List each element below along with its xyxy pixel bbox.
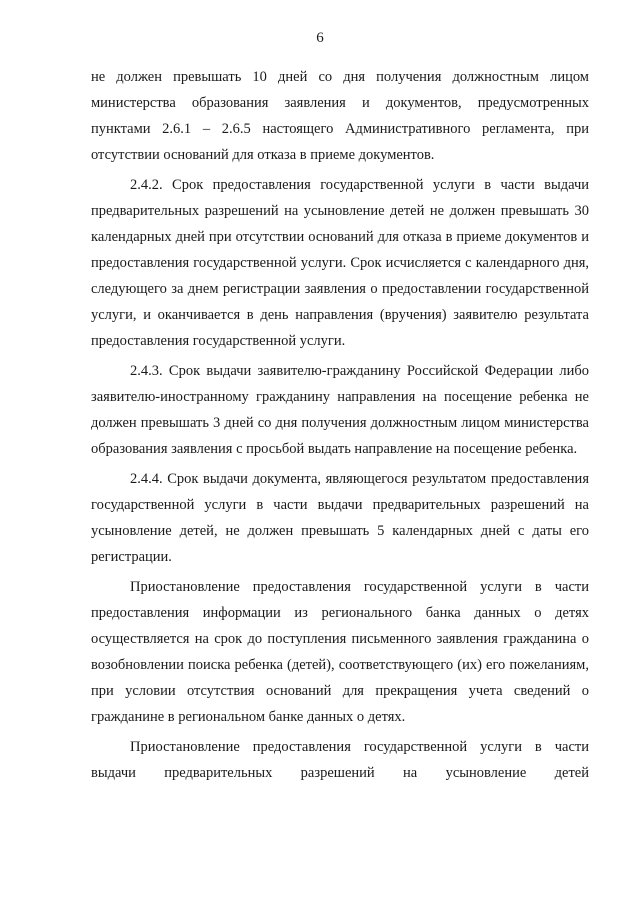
paragraph-continuation: не должен превышать 10 дней со дня получения должностным лицом министерства образования заявления и документов, предусмотренных пунктами 2.6.1 – 2.6.5 настоящего Административного регламента, при отсутствии оснований для отказа в приеме документов. — [91, 69, 589, 163]
paragraph-2-4-3: 2.4.3. Срок выдачи заявителю-гражданину Российской Федерации либо заявителю-иностранному гражданину направления на посещение ребенка не должен превышать 3 дней со дня получения должностным лицом министерства образования заявления с просьбой выдать направление на посещение ребенка. — [91, 363, 589, 457]
page-number: 6 — [316, 30, 324, 46]
paragraph-suspension-permits: Приостановление предоставления государственной услуги в части выдачи предварительных разрешений на усыновление детей — [91, 739, 589, 781]
paragraph-2-4-4: 2.4.4. Срок выдачи документа, являющегося результатом предоставления государственной услуги в части выдачи предварительных разрешений на усыновление детей, не должен превышать 5 календарных дней с даты его регистрации. — [91, 471, 589, 565]
document-body — [91, 64, 589, 788]
paragraph-suspension-info: Приостановление предоставления государственной услуги в части предоставления информации из регионального банка данных о детях осуществляется на срок до поступления письменного заявления гражданина о возобновлении поиска ребенка (детей), соответствующего (их) его пожеланиям, при условии отсутствия оснований для прекращения учета сведений о гражданине в региональном банке данных о детях. — [91, 579, 589, 725]
paragraph-2-4-2: 2.4.2. Срок предоставления государственной услуги в части выдачи предварительных разрешений на усыновление детей не должен превышать 30 календарных дней при отсутствии оснований для отказа в приеме документов и предоставления государственной услуги. Срок исчисляется с календарного дня, следующего за днем регистрации заявления о предоставлении государственной услуги, и оканчивается в день направления (вручения) заявителю результата предоставления государственной услуги. — [91, 177, 589, 349]
